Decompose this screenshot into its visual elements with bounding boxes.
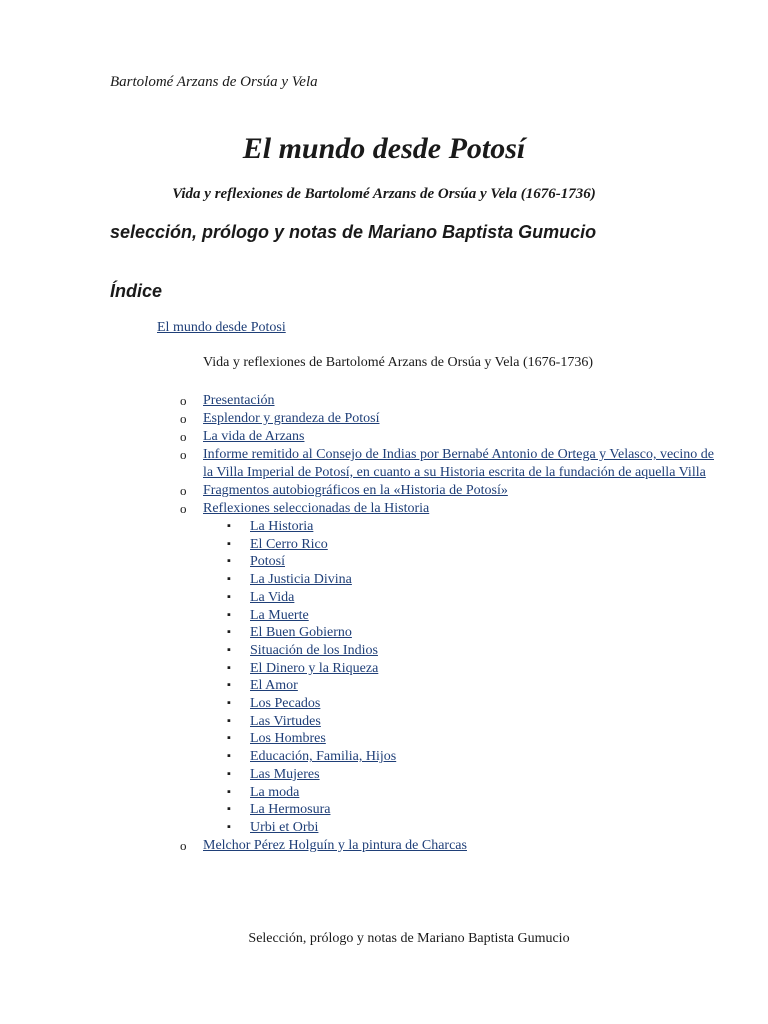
sub-item bbox=[203, 660, 723, 678]
toc-link-informe[interactable]: Informe remitido al Consejo de Indias por Bernabé Antonio de Ortega y Velasco, vecino de la Villa Imperial de Potosí, en cuanto a su Historia escrita de la fundación de aquella Villa bbox=[203, 447, 714, 480]
main-index-subtitle: Vida y reflexiones de Bartolomé Arzans de Orsúa y Vela (1676-1736) bbox=[203, 355, 594, 370]
sub-link[interactable]: Urbi et Orbi bbox=[250, 819, 319, 835]
sub-item bbox=[203, 677, 723, 695]
sub-link[interactable]: Las Mujeres bbox=[250, 766, 320, 782]
sub-item bbox=[203, 784, 723, 802]
sub-item bbox=[203, 624, 723, 642]
sub-link[interactable]: La Muerte bbox=[250, 607, 309, 623]
sub-item bbox=[203, 801, 723, 819]
index-heading: Índice bbox=[110, 281, 163, 301]
document-subtitle: Vida y reflexiones de Bartolomé Arzans de Orsúa y Vela (1676-1736) bbox=[172, 186, 596, 202]
sub-link[interactable]: Los Pecados bbox=[250, 696, 321, 712]
toc-item bbox=[0, 837, 723, 855]
reflexiones-sublist bbox=[203, 518, 723, 837]
toc-item bbox=[0, 392, 723, 410]
document-title: El mundo desde Potosí bbox=[242, 132, 526, 165]
sub-link[interactable]: Educación, Familia, Hijos bbox=[250, 749, 397, 765]
sub-item bbox=[203, 571, 723, 589]
toc-item bbox=[0, 446, 723, 482]
sub-link[interactable]: La Justicia Divina bbox=[250, 572, 352, 588]
toc-link-vida-arzans[interactable]: La vida de Arzans bbox=[203, 429, 305, 444]
sub-item bbox=[203, 713, 723, 731]
toc-item bbox=[0, 410, 723, 428]
sub-link[interactable]: El Buen Gobierno bbox=[250, 625, 352, 641]
sub-link[interactable]: La moda bbox=[250, 784, 300, 800]
sub-link[interactable]: Potosí bbox=[250, 554, 286, 570]
sub-item bbox=[203, 553, 723, 571]
sub-link[interactable]: La Vida bbox=[250, 589, 295, 605]
toc-link-reflexiones[interactable]: Reflexiones seleccionadas de la Historia bbox=[203, 501, 430, 516]
sub-link[interactable]: Las Virtudes bbox=[250, 713, 321, 729]
sub-link[interactable]: La Hermosura bbox=[250, 802, 331, 818]
toc-link-fragmentos[interactable]: Fragmentos autobiográficos en la «Historia de Potosí» bbox=[203, 483, 508, 498]
sub-item bbox=[203, 748, 723, 766]
sub-item bbox=[203, 536, 723, 554]
sub-link[interactable]: La Historia bbox=[250, 519, 314, 534]
sub-item bbox=[203, 766, 723, 784]
toc-item bbox=[0, 428, 723, 446]
toc-link-melchor[interactable]: Melchor Pérez Holguín y la pintura de Charcas bbox=[203, 837, 467, 853]
author-line: Bartolomé Arzans de Orsúa y Vela bbox=[110, 74, 318, 90]
footer-credits: Selección, prólogo y notas de Mariano Baptista Gumucio bbox=[248, 931, 570, 946]
credits-line: selección, prólogo y notas de Mariano Baptista Gumucio bbox=[110, 222, 597, 242]
sub-item bbox=[203, 607, 723, 625]
table-of-contents bbox=[0, 392, 768, 855]
sub-link[interactable]: Los Hombres bbox=[250, 731, 326, 747]
sub-item bbox=[203, 695, 723, 713]
toc-link-esplendor[interactable]: Esplendor y grandeza de Potosí bbox=[203, 411, 380, 426]
sub-link[interactable]: El Amor bbox=[250, 678, 298, 694]
sub-link[interactable]: El Cerro Rico bbox=[250, 536, 328, 552]
toc-link-presentacion[interactable]: Presentación bbox=[203, 393, 275, 408]
sub-item bbox=[203, 730, 723, 748]
toc-item bbox=[0, 500, 723, 837]
sub-item bbox=[203, 642, 723, 660]
sub-item bbox=[203, 518, 723, 536]
sub-link[interactable]: El Dinero y la Riqueza bbox=[250, 660, 379, 676]
sub-item bbox=[203, 589, 723, 607]
sub-link[interactable]: Situación de los Indios bbox=[250, 642, 378, 658]
toc-item bbox=[0, 482, 723, 500]
sub-item bbox=[203, 819, 723, 837]
main-index-link[interactable]: El mundo desde Potosi bbox=[157, 320, 286, 335]
